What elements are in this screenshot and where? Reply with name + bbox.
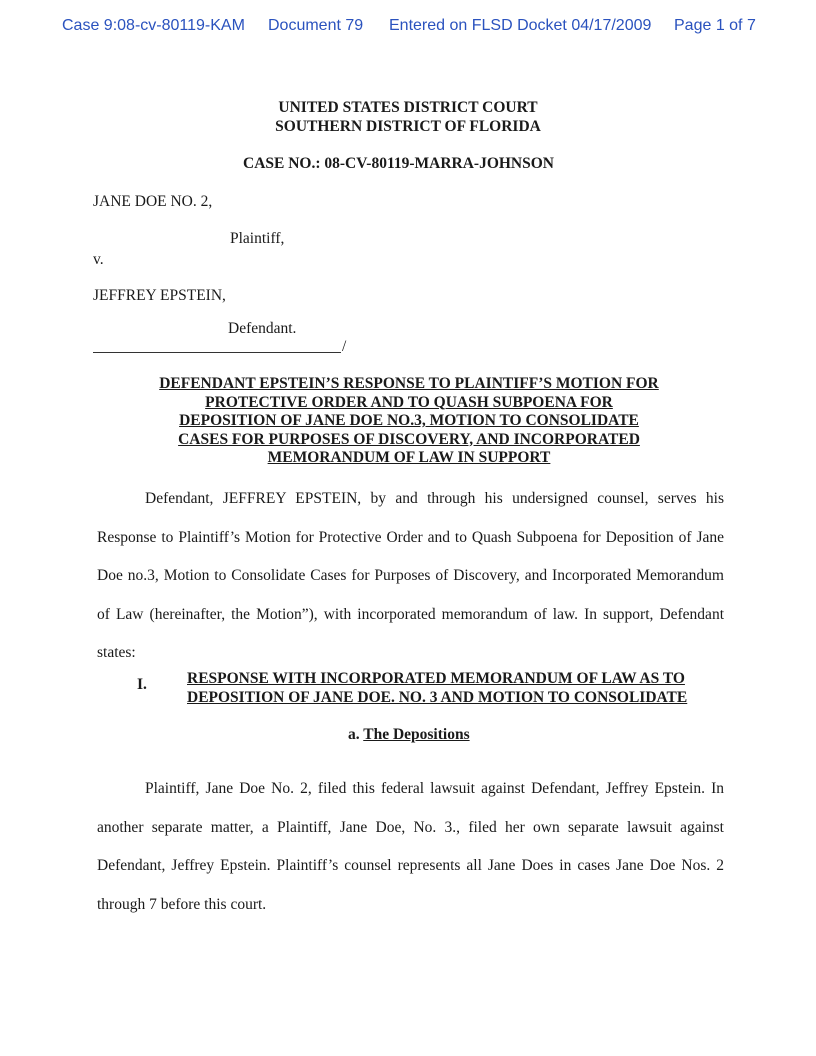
header-document-number: Document 79 [268, 17, 364, 34]
subsection-label: a. [348, 726, 364, 743]
document-title [130, 375, 688, 468]
plaintiff-name: JANE DOE NO. 2, [93, 193, 213, 210]
section-title-line: DEPOSITION OF JANE DOE. NO. 3 AND MOTION TO CONSOLIDATE [187, 688, 688, 706]
header-case-number: Case 9:08-cv-80119-KAM [62, 17, 245, 34]
court-district: SOUTHERN DISTRICT OF FLORIDA [275, 118, 541, 135]
caption-slash: / [342, 338, 347, 355]
section-title [187, 670, 727, 707]
docket-header [0, 17, 816, 39]
title-line: CASES FOR PURPOSES OF DISCOVERY, AND INCORPORATED [178, 430, 640, 448]
header-page-number: Page 1 of 7 [674, 17, 756, 34]
header-entered-date: Entered on FLSD Docket 04/17/2009 [389, 17, 652, 34]
section-number: I. [137, 676, 147, 693]
defendant-role: Defendant. [228, 320, 297, 337]
title-line: DEPOSITION OF JANE DOE NO.3, MOTION TO CONSOLIDATE [179, 412, 639, 429]
defendant-name: JEFFREY EPSTEIN, [93, 287, 226, 304]
case-number: CASE NO.: 08-CV-80119-MARRA-JOHNSON [243, 155, 554, 172]
intro-paragraph: Defendant, JEFFREY EPSTEIN, by and through his undersigned counsel, serves his Response to Plaintiff’s Motion for Protective Order and to Quash Subpoena for Deposition of Jane Doe no.3, Motion to Consolidate Cases for Purposes of Discovery, and Incorporated Memorandum of Law (hereinafter, the Motion”), with incorporated memorandum of law. In support, Defendant states: [97, 490, 724, 661]
title-line: DEFENDANT EPSTEIN’S RESPONSE TO PLAINTIFF’S MOTION FOR [159, 375, 659, 392]
caption-divider-line [93, 352, 341, 353]
depositions-paragraph: Plaintiff, Jane Doe No. 2, filed this federal lawsuit against Defendant, Jeffrey Epstein. In another separate matter, a Plaintiff, Jane Doe, No. 3., filed her own separate lawsuit against Defendant, Jeffrey Epstein. Plaintiff’s counsel represents all Jane Does in cases Jane Doe Nos. 2 through 7 before this court. [97, 780, 724, 913]
subsection-heading [348, 726, 470, 744]
subsection-title: The Depositions [363, 726, 470, 743]
plaintiff-role: Plaintiff, [230, 230, 285, 247]
versus-label: v. [93, 251, 104, 268]
title-line: MEMORANDUM OF LAW IN SUPPORT [267, 449, 551, 466]
section-title-line: RESPONSE WITH INCORPORATED MEMORANDUM OF LAW AS TO [187, 670, 685, 687]
court-name: UNITED STATES DISTRICT COURT [278, 99, 538, 116]
title-line: PROTECTIVE ORDER AND TO QUASH SUBPOENA FOR [205, 393, 613, 411]
